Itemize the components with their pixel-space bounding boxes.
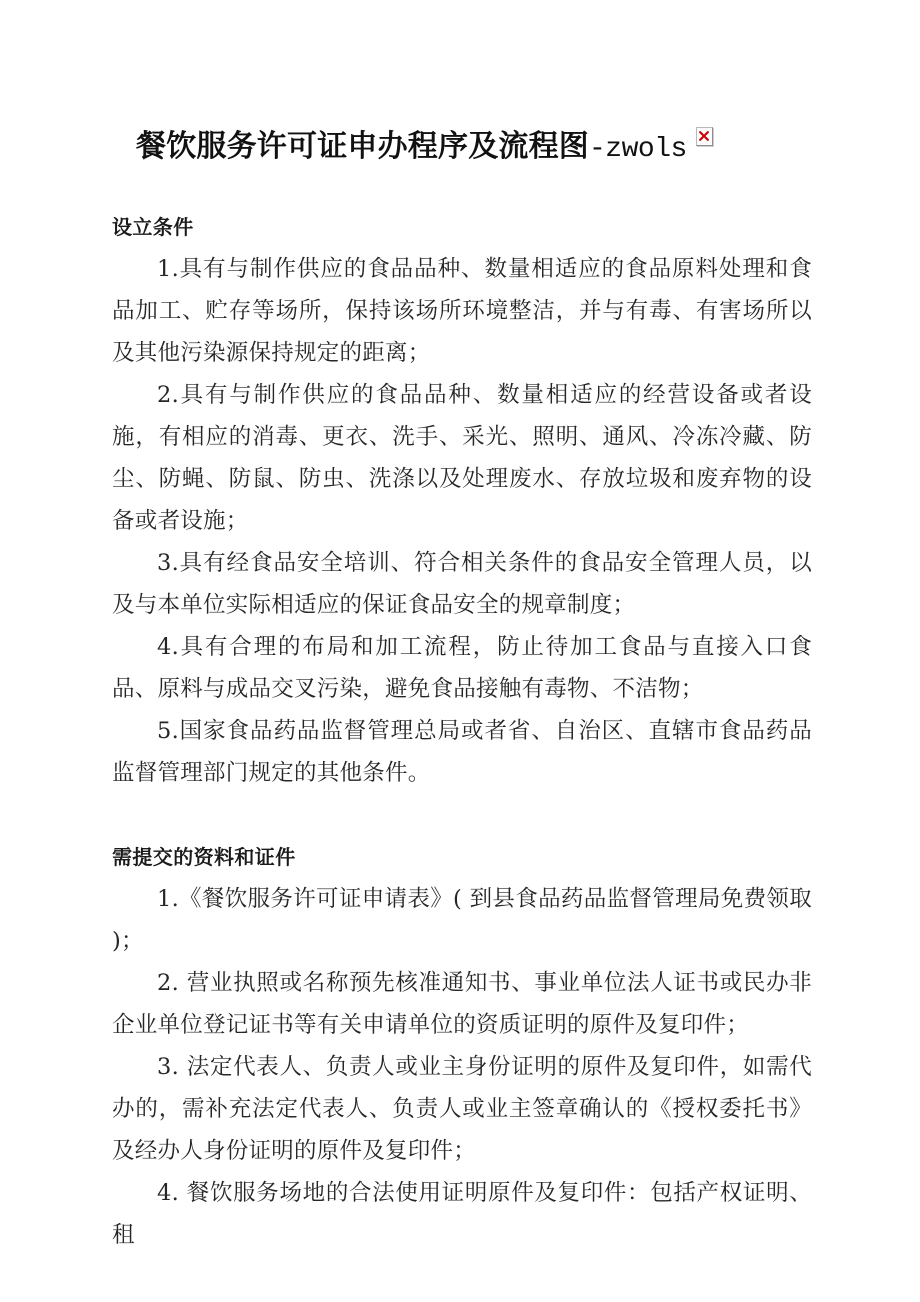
paragraph-documents-1: 1.《餐饮服务许可证申请表》( 到县食品药品监督管理局免费领取 )；	[112, 886, 812, 954]
paragraph-documents-3: 3. 法定代表人、负责人或业主身份证明的原件及复印件，如需代办的，需补充法定代表人、负责人或业主签章确认的《授权委托书》及经办人身份证明的原件及复印件；	[112, 1054, 812, 1164]
broken-image-icon	[696, 127, 713, 146]
document-body	[112, 206, 812, 1256]
paragraph-documents-4: 4. 餐饮服务场地的合法使用证明原件及复印件：包括产权证明、租	[112, 1180, 812, 1248]
paragraph-setup-1: 1.具有与制作供应的食品品种、数量相适应的食品原料处理和食品加工、贮存等场所，保持该场所环境整洁，并与有毒、有害场所以及其他污染源保持规定的距离；	[112, 256, 812, 366]
paragraph-setup-4: 4.具有合理的布局和加工流程，防止待加工食品与直接入口食品、原料与成品交叉污染，避免食品接触有毒物、不洁物；	[112, 634, 812, 702]
page-title-chinese: 餐饮服务许可证申办程序及流程图	[136, 129, 589, 165]
section-gap	[112, 794, 812, 836]
page-title-suffix: -zwols	[589, 134, 687, 166]
paragraph-documents-2: 2. 营业执照或名称预先核准通知书、事业单位法人证书或民办非企业单位登记证书等有关申请单位的资质证明的原件及复印件；	[112, 970, 812, 1038]
paragraph-setup-3: 3.具有经食品安全培训、符合相关条件的食品安全管理人员，以及与本单位实际相适应的保证食品安全的规章制度；	[112, 550, 812, 618]
paragraph-setup-5: 5.国家食品药品监督管理总局或者省、自治区、直辖市食品药品监督管理部门规定的其他条件。	[112, 718, 812, 786]
page-title	[136, 126, 836, 171]
paragraph-setup-2: 2.具有与制作供应的食品品种、数量相适应的经营设备或者设施，有相应的消毒、更衣、洗手、采光、照明、通风、冷冻冷藏、防尘、防蝇、防鼠、防虫、洗涤以及处理废水、存放垃圾和废弃物的设备或者设施；	[112, 382, 812, 534]
section-heading-setup-conditions: 设立条件	[112, 215, 194, 239]
section-heading-required-documents: 需提交的资料和证件	[112, 845, 296, 869]
